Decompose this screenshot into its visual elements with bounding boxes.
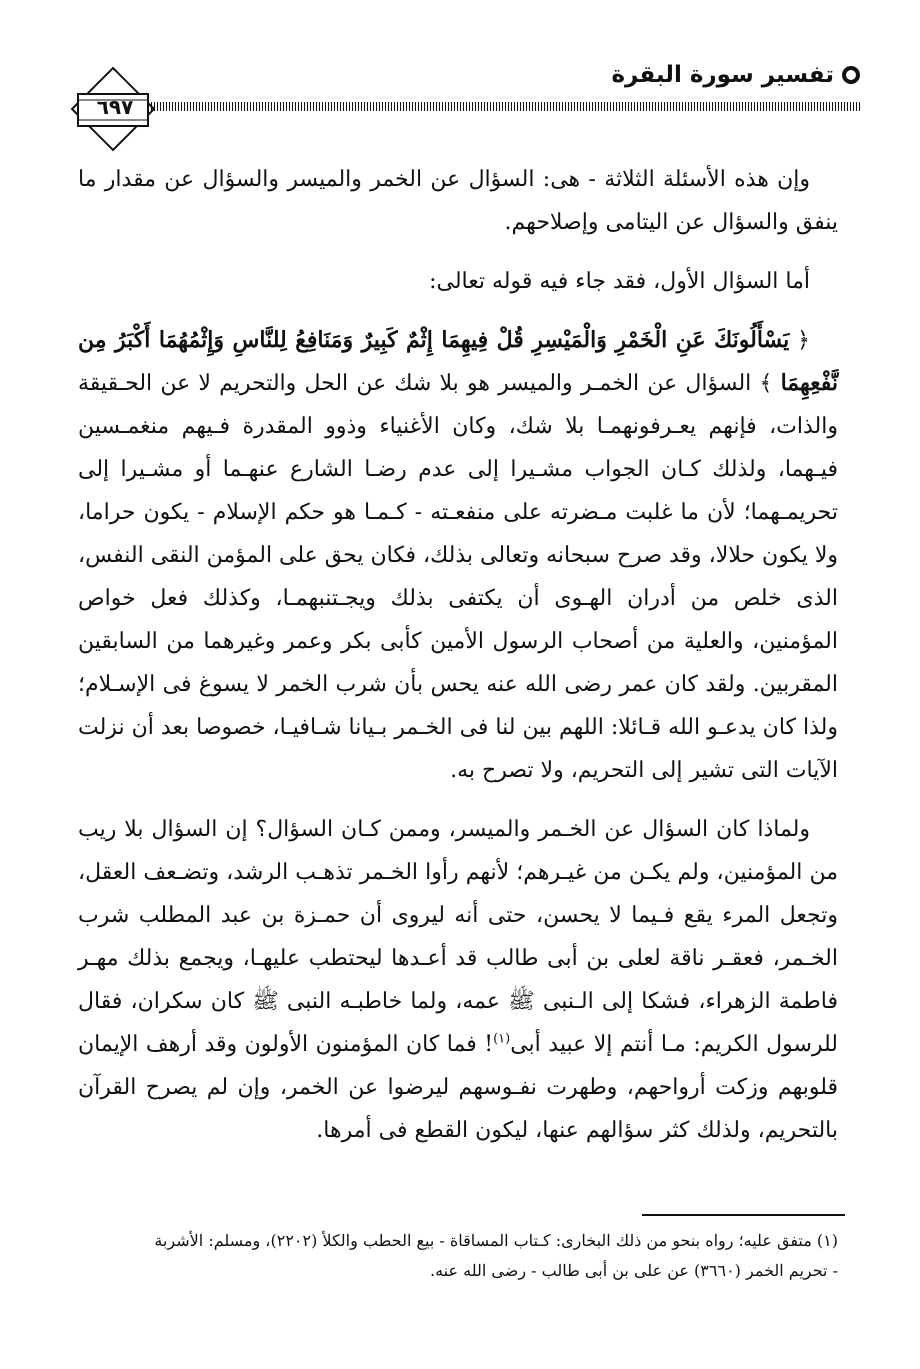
footnote-line-1: (١) متفق عليه؛ رواه بنحو من ذلك البخارى: كـتاب المساقاة - بيع الحطب والكلأ (٢٢٠٢)، ومسلم: الأشربة	[154, 1231, 838, 1250]
why-question-text-b: ! فما كان المؤمنون الأولون وقد أرهف الإيمان قلوبهم وزكت أرواحهم، وطهرت نفـوسهم ليرضوا عن الخمر، وإن لم يصرح القرآن بالتحريم، ولذلك كثر سؤالهم عنها، ليكون القطع فى أمرها.	[78, 1032, 838, 1143]
paragraph-verse-commentary	[78, 319, 838, 792]
header-rule	[148, 102, 860, 111]
paragraph-why-question	[78, 808, 838, 1152]
footnote-reference: (١)	[493, 1031, 511, 1047]
paragraph-intro: وإن هذه الأسئلة الثلاثة - هى: السؤال عن الخمر والميسر والسؤال عن مقدار ما ينفق والسؤال عن اليتامى وإصلاحهم.	[78, 167, 838, 235]
header-title: تفسير سورة البقرة	[611, 62, 834, 88]
paragraph-first-question: أما السؤال الأول، فقد جاء فيه قوله تعالى:	[429, 269, 810, 294]
footnote-line-2: - تحريم الخمر (٣٦٦٠) عن على بن أبى طالب - رضى الله عنه.	[430, 1261, 838, 1280]
footnotes	[78, 1226, 838, 1286]
header-ornament-icon	[842, 66, 860, 84]
page-number: ٦٩٧	[96, 95, 134, 119]
quran-verse: يَسْأَلُونَكَ عَنِ الْخَمْرِ وَالْمَيْسِرِ قُلْ فِيهِمَا إِثْمٌ كَبِيرٌ وَمَنَافِعُ لِلنَّاسِ وَإِثْمُهُمَا أَكْبَرُ مِن نَّفْعِهِمَا	[78, 327, 839, 396]
verse-commentary-text: السؤال عن الخمـر والميسر هو بلا شك عن الحل والتحريم لا عن الحـقيقة والذات، فإنهم يعـرفونهمـا بلا شك، وكان الأغنياء وذوو المقدرة فـيهم منغمـسين فيـهما، ولذلك كـان الجواب مشـيرا إلى عدم رضـا الشارع عنهـما أو مشـيرا إلى تحريمـهما؛ لأن ما غلبت مـضرته على منفعـته - كـمـا هو حكم الإسلام - يكون حراما، ولا يكون حلالا، وقد صرح سبحانه وتعالى بذلك، فكان يحق على المؤمن النقى النفس، الذى خلص من أدران الهـوى أن يكتفى بذلك ويجـتنبهمـا، وكذلك فعل خواص المؤمنين، والعلية من أصحاب الرسول الأمين كأبى بكر وعمر وغيرهما من السابقين المقربين. ولقد كان عمر رضى الله عنه يحس بأن شرب الخمر لا يسوغ فى الإسـلام؛ ولذا كان يدعـو الله قـائلا: اللهم بين لنا فى الخـمر بـيانا شـافيـا، خصوصا بعد أن نزلت الآيات التى تشير إلى التحريم، ولا تصرح به.	[78, 371, 838, 783]
verse-open-bracket: ﴿	[797, 328, 810, 353]
footnote-separator	[642, 1214, 845, 1216]
header-title-group	[611, 62, 860, 88]
why-question-text-a: ولماذا كان السؤال عن الخـمر والميسر، وممن كـان السؤال؟ إن السؤال بلا ريب من المؤمنين، ولم يكـن من غيـرهم؛ لأنهم رأوا الخـمر تذهـب الرشد، وتضـعف العقل، وتجعل المرء يقع فـيما لا يحسن، حتى أنه ليروى أن حمـزة بن عبد المطلب شرب الخـمر، فعقـر ناقة لعلى بن أبى طالب قد أعـدها ليحتطب عليهـا، ويجمع بذلك مهـر فاطمة الزهراء، فشكا إلى الـنبى ﷺ عمه، ولما خاطبـه النبى ﷺ كان سكران، فقال للرسول الكريم: مـا أنتم إلا عبيد أبى	[78, 817, 838, 1057]
page-number-badge	[70, 66, 156, 152]
verse-close-bracket: ﴾	[759, 371, 773, 396]
main-content	[78, 158, 838, 1168]
page-header	[70, 52, 860, 142]
